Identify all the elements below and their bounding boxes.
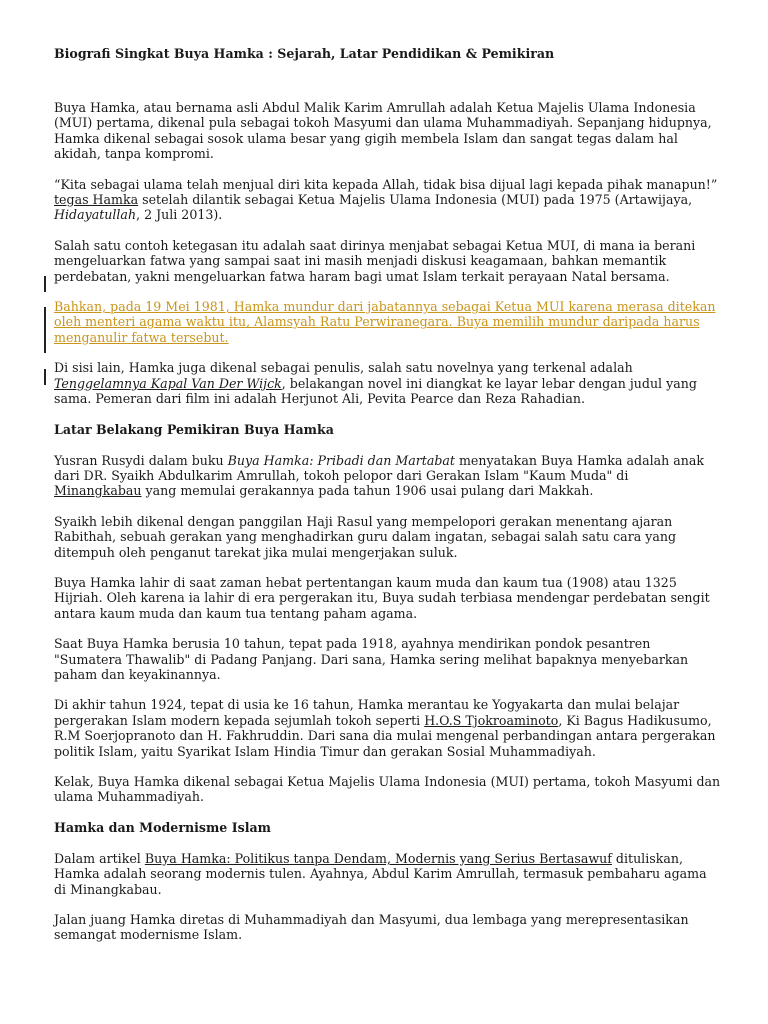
paragraph-haji-rasul: Syaikh lebih dikenal dengan panggilan Haji Rasul yang mempelopori gerakan menentang ajaran Rabithah, sebuah gerakan yang menghadirkan guru dalam ingatan, sebagai salah satu cara yang ditempuh oleh penganut tarekat jika mulai mengerjakan suluk. bbox=[54, 513, 677, 560]
link-article[interactable]: Buya Hamka: Politikus tanpa Dendam, Modernis yang Serius Bertasawuf bbox=[144, 850, 612, 866]
section-heading: Latar Belakang Pemikiran Buya Hamka bbox=[54, 421, 334, 437]
paragraph-birth: Buya Hamka lahir di saat zaman hebat pertentangan kaum muda dan kaum tua (1908) atau 1325 Hijriah. Oleh karena ia lahir di era pergerakan itu, Buya sudah terbiasa mendengar perdebatan sengit antara kaum muda dan kaum tua tentang paham agama. bbox=[54, 574, 710, 621]
paragraph-modernis: Dalam artikel Buya Hamka: Politikus tanpa Dendam, Modernis yang Serius Bertasawuf dituliskan, Hamka adalah seorang modernis tulen. Ayahnya, Abdul Karim Amrullah, termasuk pembaharu agama di Minangkabau. bbox=[54, 850, 707, 897]
page-title: Biografi Singkat Buya Hamka : Sejarah, Latar Pendidikan & Pemikiran bbox=[54, 46, 555, 61]
paragraph-novel: Di sisi lain, Hamka juga dikenal sebagai penulis, salah satu novelnya yang terkenal adalah Tenggelamnya Kapal Van Der Wijck, belakangan novel ini diangkat ke layar lebar dengan judul yang sama. Pemeran dari film ini adalah Herjunot Ali, Pevita Pearce dan Reza Rahadian. bbox=[54, 360, 697, 407]
link-tegas-hamka[interactable]: tegas Hamka bbox=[54, 192, 139, 208]
section-heading: Hamka dan Modernisme Islam bbox=[54, 819, 271, 835]
paragraph-quote: “Kita sebagai ulama telah menjual diri kita kepada Allah, tidak bisa dijual lagi kepada pihak manapun!” tegas Hamka setelah dilantik sebagai Ketua Majelis Ulama Indonesia (MUI) pada 1975 (Artawijaya, Hidayatullah, 2 Juli 2013). bbox=[54, 176, 718, 223]
paragraph-kelak: Kelak, Buya Hamka dikenal sebagai Ketua Majelis Ulama Indonesia (MUI) pertama, tokoh Masyumi dan ulama Muhammadiyah. bbox=[54, 774, 721, 805]
paragraph-intro: Buya Hamka, atau bernama asli Abdul Malik Karim Amrullah adalah Ketua Majelis Ulama Indonesia (MUI) pertama, dikenal pula sebagai tokoh Masyumi dan ulama Muhammadiyah. Sepanjang hidupnya, Hamka dikenal sebagai sosok ulama besar yang gigih membela Islam dan sangat tegas dalam hal akidah, tanpa kompromi. bbox=[54, 100, 712, 162]
link-novel[interactable]: Tenggelamnya Kapal Van Der Wijck bbox=[54, 375, 282, 391]
paragraph-fatwa: Salah satu contoh ketegasan itu adalah saat dirinya menjabat sebagai Ketua MUI, di mana ia berani mengeluarkan fatwa yang sampai saat ini masih menjadi diskusi keagamaan, bahkan memantik perdebatan, yakni mengeluarkan fatwa haram bagi umat Islam terkait perayaan Natal bersama. bbox=[54, 237, 696, 284]
paragraph-yusran: Yusran Rusydi dalam buku Buya Hamka: Pribadi dan Martabat menyatakan Buya Hamka adalah anak dari DR. Syaikh Abdulkarim Amrullah, tokoh pelopor dari Gerakan Islam "Kaum Muda" di Minangkabau yang memulai gerakannya pada tahun 1906 usai pulang dari Makkah. bbox=[54, 452, 704, 499]
paragraph-yogyakarta: Di akhir tahun 1924, tepat di usia ke 16 tahun, Hamka merantau ke Yogyakarta dan mulai belajar pergerakan Islam modern kepada sejumlah tokoh seperti H.O.S Tjokroaminoto, Ki Bagus Hadikusumo, R.M Soerjopranoto dan H. Fakhruddin. Dari sana dia mulai mengenal perbandingan antara pergerakan politik Islam, yaitu Syarikat Islam Hindia Timur dan gerakan Sosial Muhammadiyah. bbox=[54, 697, 716, 759]
link-tjokroaminoto[interactable]: H.O.S Tjokroaminoto bbox=[424, 712, 559, 728]
paragraph-jalan-juang: Jalan juang Hamka diretas di Muhammadiyah dan Masyumi, dua lembaga yang merepresentasikan semangat modernisme Islam. bbox=[54, 912, 689, 943]
paragraph-thawalib: Saat Buya Hamka berusia 10 tahun, tepat pada 1918, ayahnya mendirikan pondok pesantren "Sumatera Thawalib" di Padang Panjang. Dari sana, Hamka sering melihat bapaknya menyebarkan paham dan keyakinannya. bbox=[54, 636, 689, 682]
link-minangkabau[interactable]: Minangkabau bbox=[54, 483, 142, 499]
paragraph-resign-link[interactable]: Bahkan, pada 19 Mei 1981, Hamka mundur dari jabatannya sebagai Ketua MUI karena merasa ditekan oleh menteri agama waktu itu, Alamsyah Ratu Perwiranegara. Buya memilih mundur daripada harus menganulir fatwa tersebut. bbox=[54, 299, 716, 345]
margin-marker bbox=[44, 276, 46, 292]
margin-marker bbox=[44, 369, 46, 385]
margin-marker bbox=[44, 307, 46, 353]
